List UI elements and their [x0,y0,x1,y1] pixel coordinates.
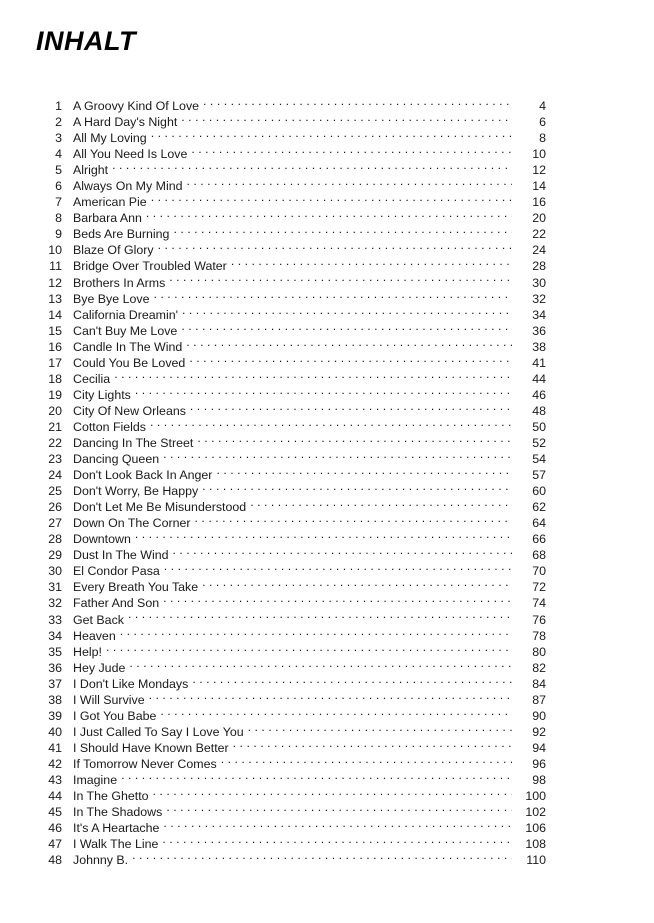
toc-entry-number: 23 [48,452,62,467]
toc-entry[interactable] [36,595,546,611]
toc-entry[interactable] [36,451,546,467]
toc-entry-page: 72 [532,580,546,595]
toc-entry[interactable] [36,339,546,355]
toc-entry-title: Don't Look Back In Anger [73,468,213,483]
toc-entry-page: 94 [532,740,546,755]
toc-entry-number: 11 [49,259,62,274]
toc-entry-page: 20 [532,211,546,226]
toc-entry-number: 8 [55,211,62,226]
toc-entry-page: 76 [532,612,546,627]
toc-leader-dots [186,178,512,190]
toc-entry-page: 57 [532,468,546,483]
toc-entry-title: I Got You Babe [73,708,157,723]
toc-leader-dots [191,146,512,158]
toc-entry-title: Always On My Mind [73,179,183,194]
toc-entry-title: Get Back [73,612,124,627]
toc-entry-page: 41 [532,355,546,370]
toc-entry-number: 7 [55,195,62,210]
toc-entry-title: If Tomorrow Never Comes [73,756,217,771]
toc-entry[interactable] [36,275,546,291]
toc-entry-page: 10 [532,147,546,162]
toc-entry-title: Brothers In Arms [73,275,166,290]
toc-entry-number: 43 [48,772,62,787]
toc-entry-page: 74 [532,596,546,611]
toc-entry-page: 28 [532,259,546,274]
toc-entry-page: 36 [532,323,546,338]
toc-entry[interactable] [36,804,546,820]
toc-leader-dots [216,467,512,479]
toc-entry-title: Imagine [73,772,118,787]
toc-entry-title: City Lights [73,387,131,402]
toc-entry[interactable] [36,724,546,740]
toc-entry[interactable] [36,676,546,692]
toc-entry[interactable] [36,644,546,660]
toc-leader-dots [248,724,512,736]
toc-entry[interactable] [36,226,546,242]
toc-entry-number: 22 [48,435,62,450]
toc-entry[interactable] [36,371,546,387]
toc-entry-title: All You Need Is Love [73,147,188,162]
toc-leader-dots [135,531,512,543]
toc-entry-number: 10 [48,243,62,258]
toc-entry-number: 4 [55,147,62,162]
toc-entry-page: 108 [525,837,546,852]
toc-leader-dots [250,499,512,511]
toc-entry-page: 32 [532,291,546,306]
toc-entry-title: Cecilia [73,371,111,386]
toc-entry[interactable] [36,242,546,258]
toc-entry-page: 44 [532,371,546,386]
toc-entry[interactable] [36,114,546,130]
toc-entry-number: 36 [48,660,62,675]
toc-entry-page: 64 [532,516,546,531]
toc-leader-dots [114,371,512,383]
toc-entry[interactable] [36,355,546,371]
toc-entry-page: 6 [539,115,546,130]
toc-leader-dots [160,708,512,720]
toc-leader-dots [202,483,512,495]
toc-entry-page: 30 [532,275,546,290]
toc-entry-page: 84 [532,676,546,691]
toc-entry-page: 4 [539,99,546,113]
toc-leader-dots [132,852,512,864]
toc-entry-page: 102 [525,805,546,820]
toc-entry-number: 28 [48,532,62,547]
toc-entry-number: 29 [48,548,62,563]
toc-leader-dots [186,339,512,351]
toc-entry[interactable] [36,756,546,772]
toc-entry-page: 80 [532,644,546,659]
toc-entry[interactable] [36,98,546,114]
toc-entry-title: Candle In The Wind [73,339,183,354]
toc-entry-number: 13 [48,291,62,306]
toc-entry-title: Cotton Fields [73,419,147,434]
toc-entry-number: 5 [55,163,62,178]
toc-entry-title: Father And Son [73,596,160,611]
toc-entry[interactable] [36,740,546,756]
toc-entry-number: 47 [48,837,62,852]
toc-leader-dots [221,756,512,768]
toc-leader-dots [153,291,512,303]
toc-leader-dots [163,451,512,463]
toc-leader-dots [173,547,513,559]
toc-entry-page: 12 [532,163,546,178]
toc-entry-title: Blaze Of Glory [73,243,154,258]
toc-entry-title: I Just Called To Say I Love You [73,724,244,739]
toc-entry-page: 22 [532,227,546,242]
toc-entry-number: 1 [55,99,62,113]
toc-entry[interactable] [36,788,546,804]
toc-entry-number: 3 [55,131,62,146]
toc-entry-page: 78 [532,628,546,643]
toc-entry-page: 100 [525,789,546,804]
toc-entry[interactable] [36,499,546,515]
toc-leader-dots [190,403,512,415]
toc-leader-dots [169,275,512,287]
toc-entry[interactable] [36,146,546,162]
toc-entry-number: 40 [48,724,62,739]
toc-entry-number: 16 [48,339,62,354]
toc-leader-dots [112,162,512,174]
toc-entry-title: California Dreamin' [73,307,178,322]
toc-entry-title: A Groovy Kind Of Love [73,99,200,113]
toc-entry-title: Dust In The Wind [73,548,169,563]
toc-entry[interactable] [36,210,546,226]
toc-entry-page: 82 [532,660,546,675]
toc-entry-page: 8 [539,131,546,146]
toc-entry[interactable] [36,323,546,339]
toc-entry-page: 24 [532,243,546,258]
toc-entry-title: All My Loving [73,131,147,146]
toc-entry-page: 50 [532,419,546,434]
toc-leader-dots [192,676,512,688]
toc-entry[interactable] [36,660,546,676]
toc-leader-dots [129,660,512,672]
toc-entry-number: 32 [48,596,62,611]
toc-entry[interactable] [36,467,546,483]
toc-entry-title: Can't Buy Me Love [73,323,178,338]
toc-entry-title: Downtown [73,532,131,547]
toc-entry-title: City Of New Orleans [73,403,186,418]
toc-leader-dots [166,804,512,816]
toc-entry[interactable] [36,178,546,194]
toc-entry-number: 9 [55,227,62,242]
toc-leader-dots [106,644,512,656]
toc-entry-title: American Pie [73,195,147,210]
toc-entry[interactable] [36,708,546,724]
toc-entry-number: 2 [55,115,62,130]
toc-entry[interactable] [36,852,546,868]
toc-entry-number: 18 [48,371,62,386]
toc-entry-number: 25 [48,484,62,499]
toc-leader-dots [173,226,512,238]
toc-entry-title: It's A Heartache [73,821,160,836]
toc-entry-number: 34 [48,628,62,643]
toc-entry-page: 90 [532,708,546,723]
toc-entry[interactable] [36,435,546,451]
toc-entry-page: 52 [532,435,546,450]
toc-leader-dots [162,836,512,848]
toc-entry-title: Don't Worry, Be Happy [73,484,199,499]
toc-entry-title: Beds Are Burning [73,227,170,242]
toc-entry-number: 37 [48,676,62,691]
toc-entry-title: In The Shadows [73,805,163,820]
toc-leader-dots [197,435,512,447]
toc-entry-number: 46 [48,821,62,836]
toc-entry[interactable] [36,130,546,146]
toc-entry[interactable] [36,515,546,531]
toc-entry-page: 87 [532,692,546,707]
toc-entry-title: Dancing Queen [73,452,160,467]
toc-entry-title: I Don't Like Mondays [73,676,189,691]
toc-leader-dots [153,788,512,800]
toc-entry-title: Could You Be Loved [73,355,186,370]
toc-entry-number: 27 [48,516,62,531]
toc-entry-title: Bridge Over Troubled Water [73,259,227,274]
toc-entry-number: 48 [48,853,62,868]
toc-entry-number: 20 [48,403,62,418]
toc-entry-page: 38 [532,339,546,354]
toc-leader-dots [146,210,512,222]
toc-entry[interactable] [36,258,546,274]
toc-leader-dots [128,612,512,624]
toc-entry-title: I Should Have Known Better [73,740,229,755]
toc-entry[interactable] [36,419,546,435]
toc-leader-dots [151,130,512,142]
toc-entry-page: 34 [532,307,546,322]
toc-leader-dots [135,387,512,399]
toc-entry-title: I Walk The Line [73,837,159,852]
toc-entry-page: 66 [532,532,546,547]
toc-leader-dots [231,258,512,270]
table-of-contents [36,98,546,868]
toc-entry-title: Hey Jude [73,660,126,675]
toc-entry-page: 46 [532,387,546,402]
toc-entry-number: 14 [48,307,62,322]
toc-entry[interactable] [36,483,546,499]
toc-entry-number: 21 [48,419,62,434]
toc-entry-title: Johnny B. [73,853,129,868]
toc-entry[interactable] [36,579,546,595]
toc-entry-page: 96 [532,756,546,771]
toc-entry-page: 14 [532,179,546,194]
toc-leader-dots [203,98,512,110]
toc-entry-page: 70 [532,564,546,579]
toc-entry-number: 31 [48,580,62,595]
toc-entry[interactable] [36,531,546,547]
toc-leader-dots [182,307,512,319]
toc-entry[interactable] [36,836,546,852]
toc-leader-dots [150,419,512,431]
toc-entry[interactable] [36,820,546,836]
toc-entry-title: In The Ghetto [73,789,149,804]
toc-entry-title: Down On The Corner [73,516,191,531]
toc-entry-number: 15 [48,323,62,338]
toc-leader-dots [181,323,512,335]
toc-entry-title: Barbara Ann [73,211,142,226]
toc-entry-title: Bye Bye Love [73,291,150,306]
toc-entry-title: El Condor Pasa [73,564,160,579]
toc-entry-number: 45 [48,805,62,820]
toc-leader-dots [163,595,512,607]
toc-leader-dots [120,628,512,640]
toc-entry-page: 110 [526,853,546,868]
toc-leader-dots [181,114,512,126]
toc-entry-title: Don't Let Me Be Misunderstood [73,500,247,515]
toc-entry-title: Help! [73,644,102,659]
toc-entry-number: 6 [55,179,62,194]
toc-entry[interactable] [36,403,546,419]
toc-entry-title: I Will Survive [73,692,145,707]
toc-leader-dots [121,772,512,784]
toc-entry-title: Heaven [73,628,116,643]
toc-entry-number: 12 [48,275,62,290]
toc-entry-page: 106 [525,821,546,836]
toc-entry-number: 42 [48,756,62,771]
toc-entry-page: 62 [532,500,546,515]
toc-entry[interactable] [36,628,546,644]
toc-leader-dots [195,515,512,527]
toc-entry-number: 19 [48,387,62,402]
toc-leader-dots [233,740,512,752]
toc-entry-page: 98 [532,772,546,787]
toc-entry[interactable] [36,547,546,563]
toc-entry[interactable] [36,291,546,307]
toc-entry-title: A Hard Day's Night [73,115,178,130]
toc-entry-page: 54 [532,452,546,467]
toc-entry-page: 92 [532,724,546,739]
toc-entry[interactable] [36,307,546,323]
toc-leader-dots [149,692,512,704]
toc-entry-title: Alright [73,163,109,178]
toc-entry-number: 26 [48,500,62,515]
toc-entry[interactable] [36,772,546,788]
toc-entry-number: 44 [48,789,62,804]
toc-entry[interactable] [36,612,546,628]
toc-entry-number: 30 [48,564,62,579]
toc-entry-number: 17 [48,355,62,370]
toc-entry-page: 60 [532,484,546,499]
page-title: INHALT [36,26,136,56]
toc-entry-title: Dancing In The Street [73,435,194,450]
toc-entry[interactable] [36,162,546,178]
toc-leader-dots [163,820,512,832]
toc-entry-number: 35 [48,644,62,659]
toc-entry-title: Every Breath You Take [73,580,199,595]
toc-entry-page: 48 [532,403,546,418]
toc-entry-number: 39 [48,708,62,723]
toc-entry[interactable] [36,194,546,210]
toc-leader-dots [164,563,512,575]
toc-leader-dots [189,355,512,367]
toc-entry-page: 16 [532,195,546,210]
toc-entry[interactable] [36,692,546,708]
toc-entry-number: 41 [48,740,62,755]
toc-entry-number: 38 [48,692,62,707]
toc-entry-page: 68 [532,548,546,563]
toc-leader-dots [202,579,512,591]
toc-entry[interactable] [36,563,546,579]
toc-leader-dots [151,194,512,206]
toc-entry[interactable] [36,387,546,403]
toc-entry-number: 33 [48,612,62,627]
toc-entry-number: 24 [48,468,62,483]
toc-leader-dots [158,242,512,254]
